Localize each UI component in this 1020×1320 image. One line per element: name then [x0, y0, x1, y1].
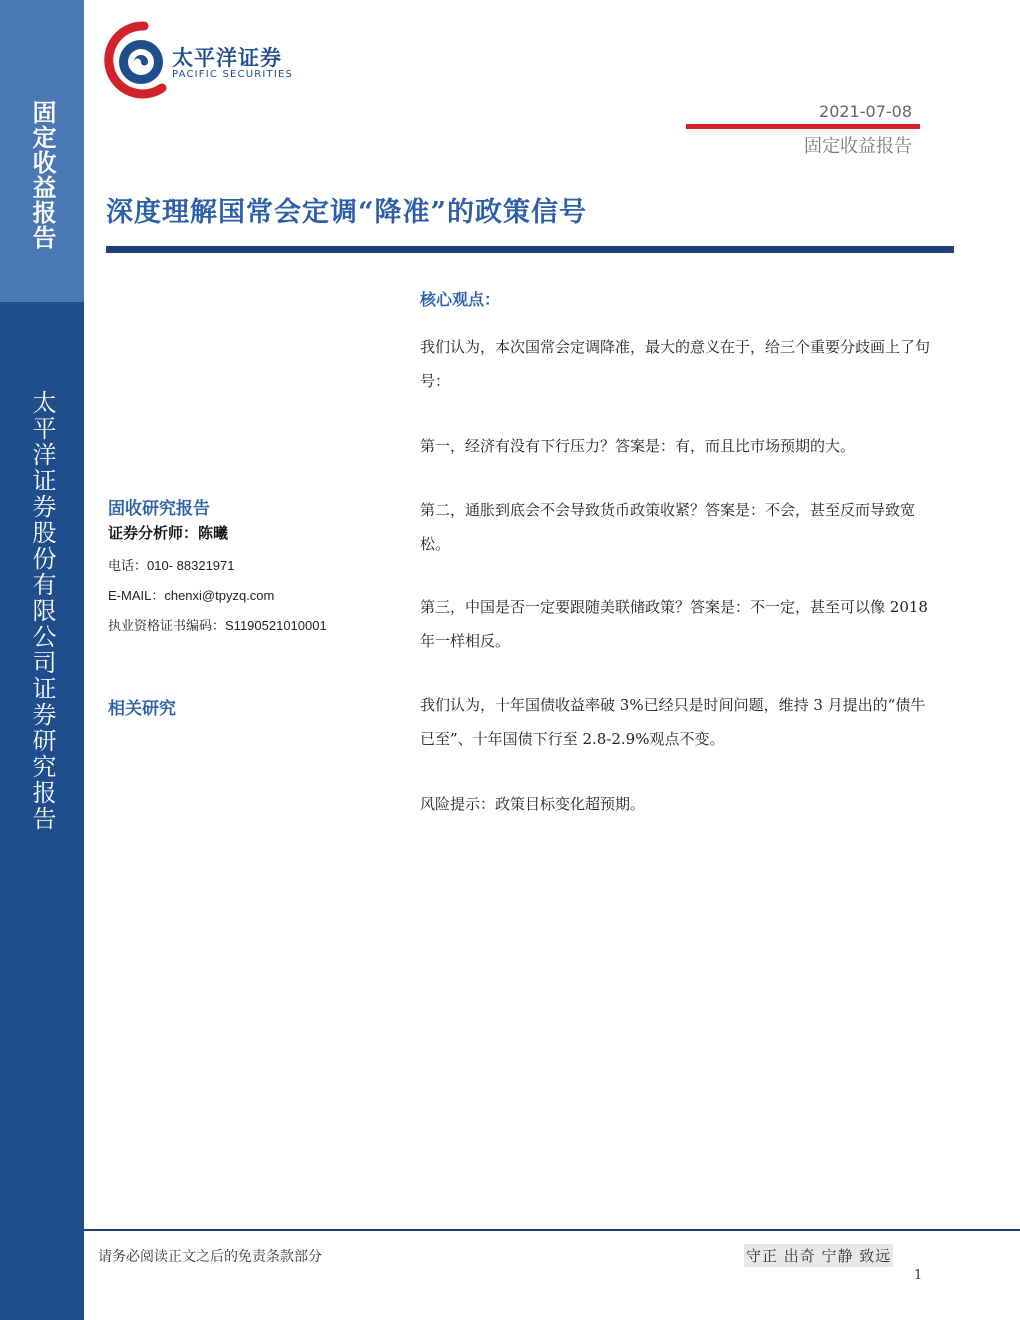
related-research-title: 相关研究: [108, 699, 176, 719]
logo-chinese-name: 太平洋证券: [172, 46, 282, 70]
footer-divider: [84, 1229, 1020, 1231]
report-type: 固定收益报告: [804, 136, 912, 157]
certificate-line: [108, 615, 327, 634]
core-paragraph: 我们认为，本次国常会定调降准，最大的意义在于，给三个重要分歧画上了句号：: [420, 338, 931, 390]
core-paragraph: 风险提示：政策目标变化超预期。: [420, 795, 646, 813]
analyst-name: 陈曦: [198, 524, 229, 542]
logo-mark-icon: [104, 18, 168, 100]
core-paragraph: 第二，通胀到底会不会导致货币政策收紧？答案是：不会，甚至反而导致宽松。: [420, 501, 916, 553]
page-title: 深度理解国常会定调“降准”的政策信号: [106, 197, 588, 228]
report-date: 2021-07-08: [819, 102, 912, 121]
sidebar: [0, 0, 84, 1320]
analyst-line: [108, 522, 228, 543]
analyst-label: 证券分析师：: [108, 524, 199, 542]
email-line: [108, 585, 274, 604]
email-address[interactable]: chenxi@tpyzq.com: [164, 588, 275, 603]
core-paragraph: 第三，中国是否一定要跟随美联储政策？答案是：不一定，甚至可以像 2018 年一样相反。: [420, 598, 928, 650]
title-divider: [106, 246, 954, 253]
email-label: E-MAIL：: [108, 588, 165, 603]
phone-line: [108, 555, 235, 574]
footer-disclaimer: 请务必阅读正文之后的免责条款部分: [98, 1249, 322, 1265]
logo-english-name: PACIFIC SECURITIES: [172, 69, 294, 80]
company-logo: [104, 18, 304, 100]
header-red-divider: [686, 124, 920, 129]
sidebar-company-label: 太平洋证券股份有限公司证券研究报告: [28, 390, 56, 832]
core-paragraph: 我们认为，十年国债收益率破 3%已经只是时间问题，维持 3 月提出的“债牛已至”、十年国债下行至 2.8-2.9%观点不变。: [420, 696, 926, 748]
page-number: 1: [914, 1268, 923, 1283]
certificate-label: 执业资格证书编码：: [108, 619, 226, 634]
certificate-number: S1190521010001: [225, 618, 327, 633]
analyst-section-title: 固收研究报告: [108, 499, 210, 519]
phone-label: 电话：: [108, 559, 148, 574]
core-view-label: 核心观点：: [420, 290, 501, 309]
core-paragraph: 第一，经济有没有下行压力？答案是：有，而且比市场预期的大。: [420, 437, 856, 455]
footer-motto: 守正 出奇 宁静 致远: [744, 1244, 893, 1267]
phone-number: 010- 88321971: [147, 558, 235, 573]
sidebar-report-category: 固定收益报告: [28, 100, 56, 250]
